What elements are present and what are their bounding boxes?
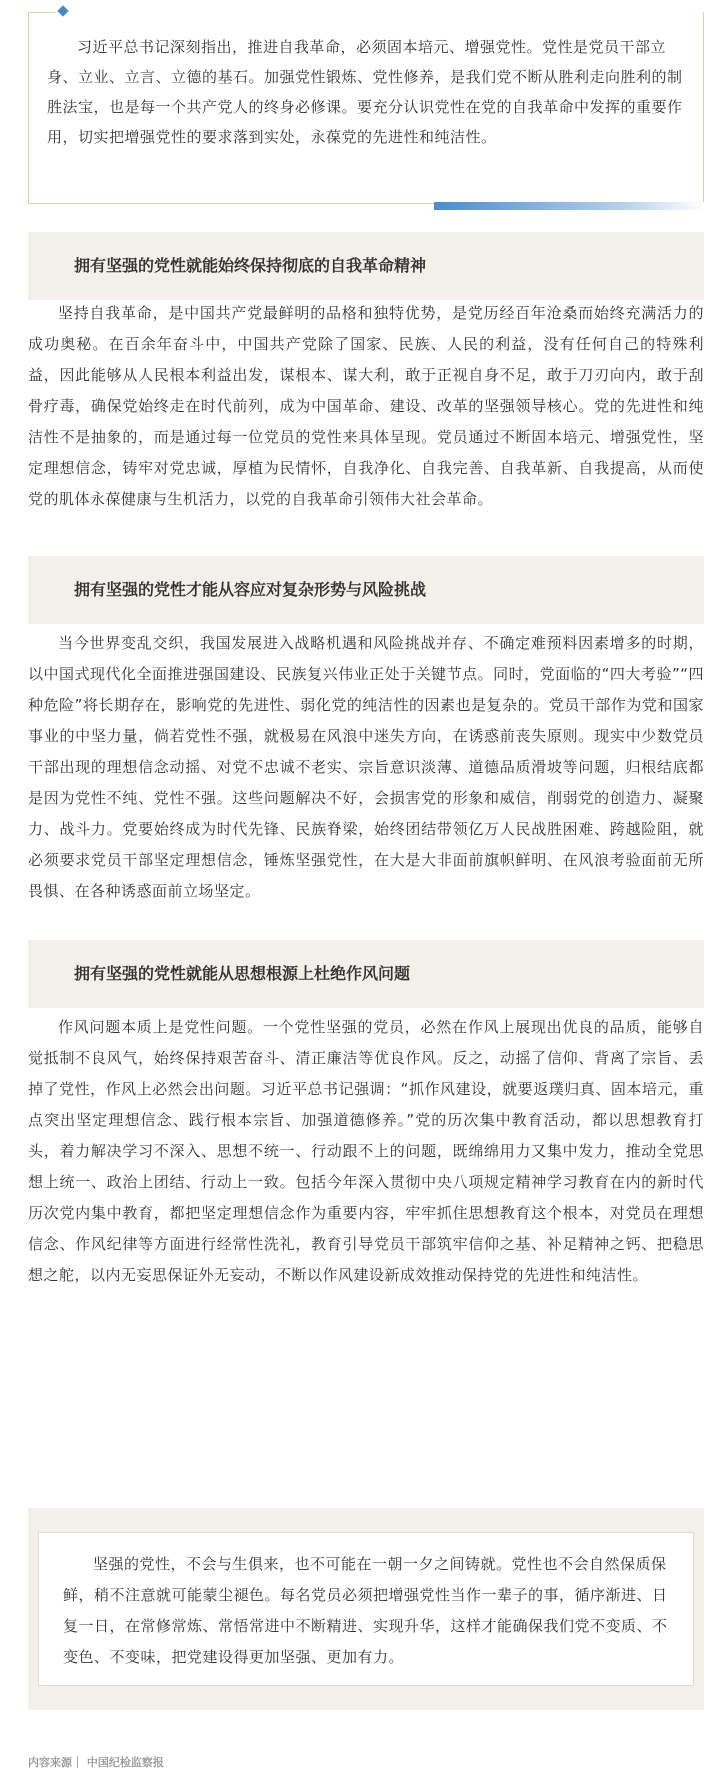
section-heading-3: 拥有坚强的党性就能从思想根源上杜绝作风问题 [28,940,704,1008]
section-body-2: 当今世界变乱交织，我国发展进入战略机遇和风险挑战并存、不确定难预料因素增多的时期，以中国式现代化全面推进强国建设、民族复兴伟业正处于关键节点。同时，党面临的“四大考验”“四种危险”将长期存在，影响党的先进性、弱化党的纯洁性的因素也是复杂的。党员干部作为党和国家事业的中坚力量，倘若党性不强，就极易在风浪中迷失方向，在诱惑前丧失原则。现实中少数党员干部出现的理想信念动摇、对党不忠诚不老实、宗旨意识淡薄、道德品质滑坡等问题，归根结底都是因为党性不纯、党性不强。这些问题解决不好，会损害党的形象和威信，削弱党的创造力、凝聚力、战斗力。党要始终成为时代先锋、民族脊梁，始终团结带领亿万人民战胜困难、跨越险阻，就必须要求党员干部坚定理想信念，锤炼坚强党性，在大是大非面前旗帜鲜明、在风浪考验面前无所畏惧、在各种诱惑面前立场坚定。 [28,634,704,900]
section-body-1: 坚持自我革命，是中国共产党最鲜明的品格和独特优势，是党历经百年沧桑而始终充满活力的成功奥秘。在百余年奋斗中，中国共产党除了国家、民族、人民的利益，没有任何自己的特殊利益，因此能够从人民根本利益出发，谋根本、谋大利，敢于正视自身不足，敢于刀刃向内，敢于刮骨疗毒，确保党始终走在时代前列，成为中国革命、建设、改革的坚强领导核心。党的先进性和纯洁性不是抽象的，而是通过每一位党员的党性来具体呈现。党员通过不断固本培元、增强党性，坚定理想信念，铸牢对党忠诚，厚植为民情怀，自我净化、自我完善、自我革新、自我提高，从而使党的肌体永葆健康与生机活力，以党的自我革命引领伟大社会革命。 [28,304,704,508]
section-heading-1: 拥有坚强的党性就能始终保持彻底的自我革命精神 [28,232,704,300]
intro-accent-bar [434,202,704,210]
section-heading-2: 拥有坚强的党性才能从容应对复杂形势与风险挑战 [28,556,704,624]
section-body-3: 作风问题本质上是党性问题。一个党性坚强的党员，必然在作风上展现出优良的品质，能够自觉抵制不良风气，始终保持艰苦奋斗、清正廉洁等优良作风。反之，动摇了信仰、背离了宗旨、丢掉了党性，作风上必然会出问题。习近平总书记强调：“抓作风建设，就要返璞归真、固本培元，重点突出坚定理想信念、践行根本宗旨、加强道德修养。”党的历次集中教育活动，都以思想教育打头，着力解决学习不深入、思想不统一、行动跟不上的问题，既绵绵用力又集中发力，推动全党思想上统一、政治上团结、行动上一致。包括今年深入贯彻中央八项规定精神学习教育在内的新时代历次党内集中教育，都把坚定理想信念作为重要内容，牢牢抓住思想教育这个根本，对党员在理想信念、作风纪律等方面进行经常性洗礼，教育引导党员干部筑牢信仰之基、补足精神之钙、把稳思想之舵，以内无妄思保证外无妄动，不断以作风建设新成效推动保持党的先进性和纯洁性。 [28,1018,704,1284]
closing-inner-box [38,1532,694,1686]
diamond-icon [57,5,68,16]
intro-box [28,12,704,204]
intro-top-border [29,12,55,13]
closing-paragraph: 坚强的党性，不会与生俱来，也不可能在一朝一夕之间铸就。党性也不会自然保质保鲜，稍不注意就可能蒙尘褪色。每名党员必须把增强党性当作一辈子的事，循序渐进、日复一日，在常修常炼、常悟常进中不断精进、实现升华，这样才能确保我们党不变质、不变色、不变味，把党建设得更加坚强、更加有力。 [63,1555,668,1666]
intro-paragraph: 习近平总书记深刻指出，推进自我革命，必须固本培元、增强党性。党性是党员干部立身、立业、立言、立德的基石。加强党性锻炼、党性修养，是我们党不断从胜利走向胜利的制胜法宝，也是每一个共产党人的终身必修课。要充分认识党性在党的自我革命中发挥的重要作用，切实把增强党性的要求落到实处，永葆党的先进性和纯洁性。 [47,38,683,146]
closing-box [28,1508,704,1710]
source-credit: 内容来源｜ 中国纪检监察报 [28,1756,164,1769]
